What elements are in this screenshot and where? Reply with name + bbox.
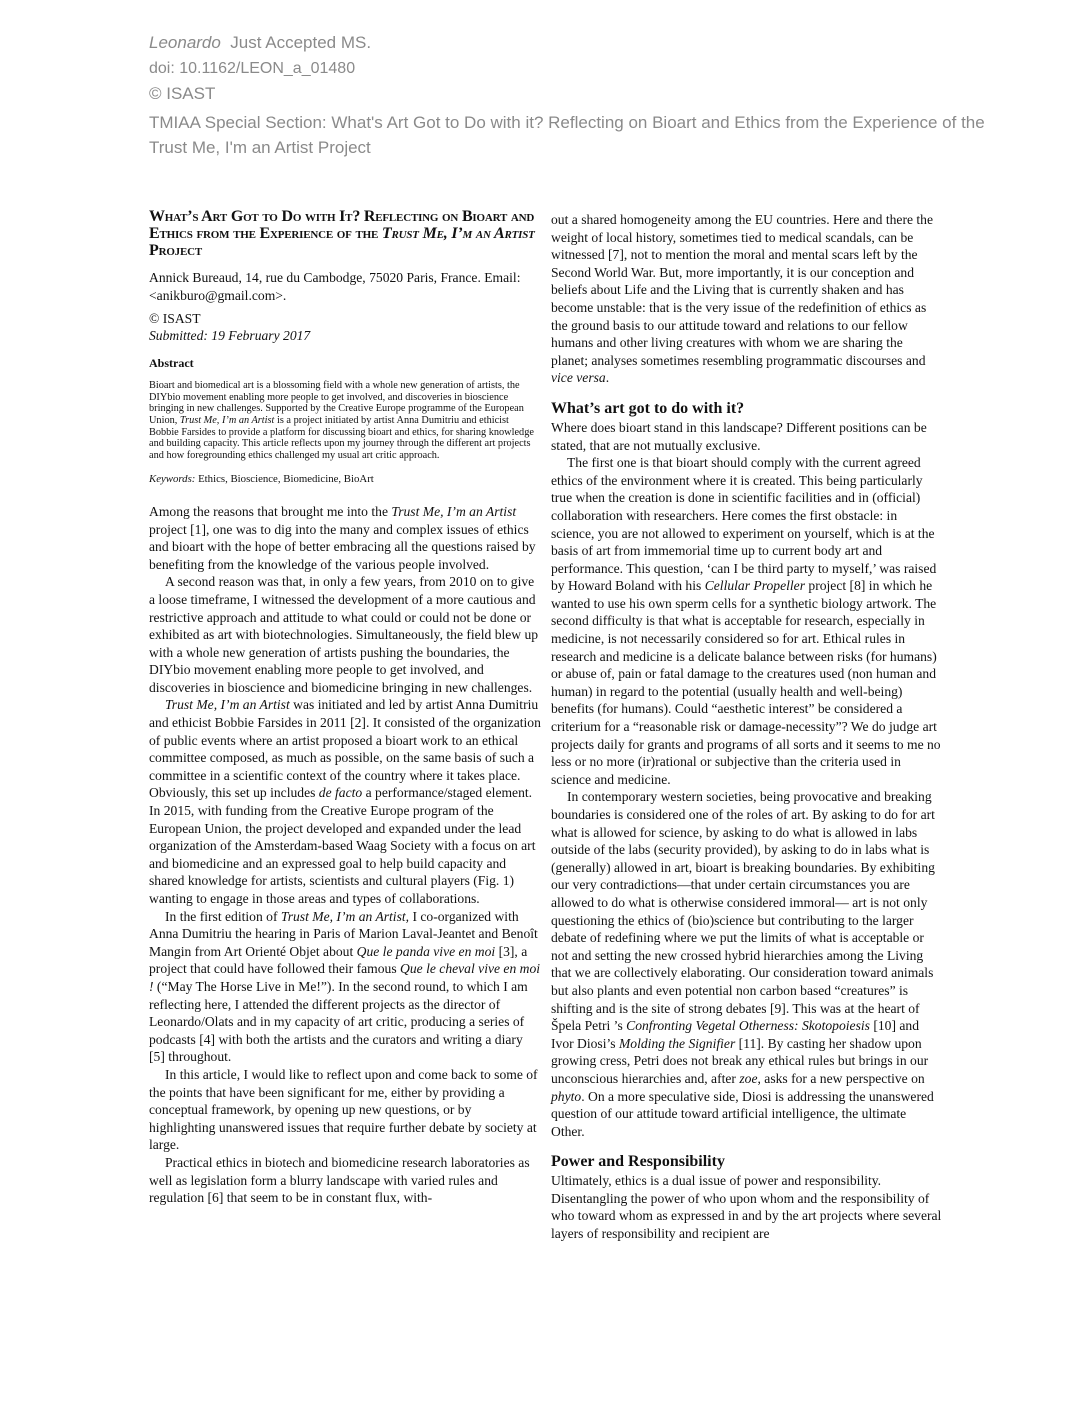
text-italic: Trust Me, I’m an Artist [391, 503, 517, 519]
body-paragraph: In this article, I would like to reflect upon and come back to some of the points that have been significant for me, either by providing a conceptual framework, by opening up new questions, or by highlighting unanswered issues that require further debate by society at large. [149, 1066, 538, 1153]
title-italic: Trust Me, I’m an Artist [381, 225, 535, 242]
body-paragraph [551, 211, 943, 387]
text-italic: Que le cheval vive en moi ! [149, 961, 541, 994]
text: out a shared homogeneity among the EU countries. Here and there the weight of local history, sometimes tied to medical scandals, can be witnessed [7], not to mention the moral and mental scars left by the Second World War. But, more importantly, it is our conception and beliefs about Life and the Living that is currently shaken and has become unstable: that is the very issue of the redefinition of ethics as the ground basis to our attitude toward and relations to our fellow humans and other living creatures with whom we are sharing the planet; analyses sometimes resembling programmatic discourses and [551, 212, 934, 368]
body-paragraph: Practical ethics in biotech and biomedicine research laboratories as well as legislation form a blurry landscape with varied rules and regulation [6] that seem to be in constant flux, with- [149, 1154, 530, 1206]
submitted-date: Submitted: 19 February 2017 [149, 328, 311, 343]
article-copyright: © ISAST [149, 311, 201, 326]
doi: doi: 10.1162/LEON_a_01480 [149, 60, 356, 77]
accepted-status: Just Accepted MS. [230, 33, 372, 52]
body-paragraph [551, 454, 943, 788]
body-paragraph: A second reason was that, in only a few years, from 2010 on to give a loose timeframe, I witnessed the development of a more cautious and restrictive approach and attitude to what could or could not be done or exhibited as art with biotechnologies. Simultaneously, the field blew up with a whole new generation of artists pushing the boundaries, the DIYbio movement enabling more people to get involved, and discoveries in bioscience and biomedicine bringing in new challenges. [149, 574, 539, 695]
text-italic: zoe [739, 1070, 758, 1086]
title-end: Project [149, 242, 202, 259]
body-paragraph: Where does bioart stand in this landscape? Different positions can be stated, that are not mutually exclusive. [551, 419, 927, 453]
text: a performance/staged element. In 2015, with funding from the Creative Europe program of the European Union, the project developed and expanded under the lead organization of the Amsterdam-based Waag Society with a focus on art and biomedicine and an expressed goal to help build capacity and shared knowledge for artists, scientists and cultural players (Fig. 1) wanting to engage in those areas and types of collaborations. [149, 785, 536, 906]
text-italic: Confronting Vegetal Otherness: Skotopoiesis [626, 1018, 870, 1034]
text: (“May The Horse Live in Me!”). In the second round, to which I am reflecting here, I attended the different projects as the director of Leonardo/Olats and in my capacity of art critic, producing a series of podcasts [4] with both the artists and the curators and writing a diary [5] throughout. [149, 978, 528, 1065]
title-part: What’s Art Got to Do with It? Reflecting on Bioart and Ethics from the Experience of the [149, 208, 535, 242]
body-paragraph [149, 908, 541, 1066]
text: The first one is that bioart should comply with the current agreed ethics of the environment where it is created. This being particularly true when the creation is done in scientific facilities and in (official) collaboration with researchers. Here comes the first obstacle: in science, you are not allowed to experiment on yourself, which is at the basis of art from immemorial time up to current body art and performance. This question, ‘can I be third party to myself,’ was raised by Howard Boland with his [551, 455, 937, 594]
text: , asks for a new perspective on [757, 1070, 925, 1086]
keywords-label: Keywords: [149, 473, 196, 486]
article-title [149, 208, 541, 259]
abstract-heading: Abstract [149, 355, 194, 370]
keywords [149, 471, 541, 489]
text-italic: Que le panda vive en moi [356, 943, 496, 959]
section-heading: Power and Responsibility [551, 1153, 725, 1171]
text-italic: de facto [318, 785, 363, 801]
abstract-part: Bioart and biomedical art is a blossoming field with a whole new generation of artists, the DIYbio movement enabling more people to get involved, and discoveries in bioscience bringing in new challenges. Supported by the Creative Europe programme of the European Union, [149, 380, 524, 426]
text: . On a more speculative side, Diosi is addressing the unanswered question of our attitude toward artificial intelligence, the ultimate Other. [551, 1088, 934, 1139]
section-heading: What’s art got to do with it? [551, 399, 745, 417]
right-column [551, 211, 943, 1243]
text-italic: Trust Me, I’m an Artist [165, 697, 290, 713]
journal-header [149, 33, 371, 53]
text: [10] and Ivor Diosi’s [551, 1018, 920, 1051]
text-italic: vice versa [551, 370, 606, 386]
special-section-title: TMIAA Special Section: What's Art Got to Do with it? Reflecting on Bioart and Ethics from the Experience of the Trust Me, I'm an Artist Project [149, 113, 985, 157]
header-copyright: © ISAST [149, 84, 216, 103]
text: . [605, 370, 610, 386]
text-italic: Cellular Propeller [704, 578, 805, 594]
abstract-italic: Trust Me, I’m an Artist [179, 414, 275, 426]
text: project [1], one was to dig into the many and complex issues of ethics and bioart with the hope of better embracing all the questions raised by benefiting from the knowledge of the various people involved. [149, 521, 536, 572]
text: [11]. By casting her shadow upon growing cress, Petri does not break any ethical rules but brings in our unconscious hierarchies and, after [551, 1035, 929, 1086]
text: [3], a project that could have followed their famous [149, 943, 528, 977]
text: In the first edition of [165, 908, 281, 924]
abstract-text [149, 380, 541, 461]
body-paragraph [551, 788, 943, 1140]
text: In contemporary western societies, being provocative and breaking boundaries is considered one of the roles of art. By asking to do for art what is allowed for science, by asking to do what is allowed in labs outside of the labs (security provided), by asking to do in labs what is (generally) allowed in art, bioart is breaking boundaries. By exhibiting our very contradictions—that under certain circumstances you are allowed to do what is otherwise considered immoral— art is not only questioning the ethics of (bio)science but contributing to the larger debate of redefining where we put the limits of what is acceptable or not and setting the new crossed hybrid hierarchies among the Living that we are collectively elaborating. Our consideration toward animals but also plants and even potential non carbon based “creatures” is shifting and is the site of strong debates [9]. This was at the heart of Špela Petri ’s [551, 789, 935, 1034]
author-affiliation: Annick Bureaud, 14, rue du Cambodge, 75020 Paris, France. Email: <anikburo@gmail.com>. [149, 270, 521, 303]
text-italic: Molding the Signifier [618, 1035, 736, 1051]
keywords-list: Ethics, Bioscience, Biomedicine, BioArt [195, 473, 374, 486]
body-paragraph [149, 503, 541, 573]
left-column [149, 208, 541, 1207]
text: Among the reasons that brought me into the [149, 503, 392, 519]
text: project [8] in which he wanted to use his own sperm cells for a synthetic biology artwork. The second difficulty is that what is acceptable for research, especially in medicine, is not necessarily considered so for art. Ethical rules in research and medicine is a delicate balance between risks (for humans) or abuse of, pain or fatal damage to the creatures used (non human and human) in regard to the potential (usually health and well-being) benefits (for humans). Could “aesthetic interest” be considered a criterium for a “reasonable risk or damage-necessity”? We do judge art projects daily for grants and programs of all sorts and it seems to me no less or no more (ir)rational or subjective than the criteria used in science and medicine. [551, 578, 941, 787]
text-italic: Trust Me, I’m an Artist, [280, 908, 410, 924]
body-paragraph: Ultimately, ethics is a dual issue of power and responsibility. Disentangling the power of who upon whom and the responsibility of who toward whom as expressed in and by the art projects where several layers of responsibility and recipient are [551, 1173, 942, 1242]
text: was initiated and led by artist Anna Dumitriu and ethicist Bobbie Farsides in 2011 [2]. It consisted of the organization of public events where an artist proposed a bioart work to an ethical committee composed, as much as possible, on the same basis of such a committee in a scientific context of the country where it takes place. Obviously, this set up includes [149, 697, 541, 801]
journal-name: Leonardo [149, 33, 221, 52]
text: I co-organized with Anna Dumitriu the hearing in Paris of Marion Laval-Jeantet and Benoît Mangin from Art Orienté Objet about [149, 908, 538, 959]
abstract-end: is a project initiated by artist Anna Dumitriu and ethicist Bobbie Farsides to provide a platform for discussing bioart and ethics, for sharing knowledge and building capacity. This article reflects upon my journey through the different art projects and how foregrounding ethics challenged my usual art critic approach. [149, 414, 534, 461]
text-italic: phyto [551, 1088, 582, 1104]
body-paragraph [149, 696, 541, 907]
